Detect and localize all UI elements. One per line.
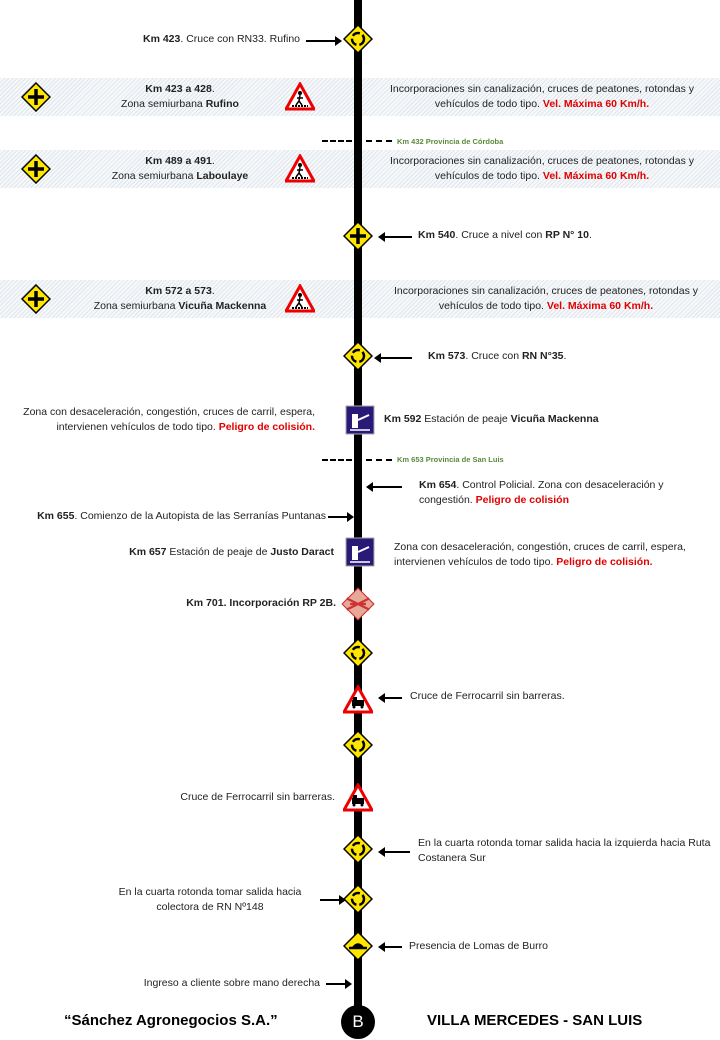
roundabout-sign-icon [343,638,373,668]
interchange-sign-icon [339,587,377,621]
client-entrance-note: Ingreso a cliente sobre mano derecha [143,977,320,989]
roundabout-sign-icon [343,341,373,371]
arrow-left-icon [384,236,412,238]
waypoint-km655: Km 655. Comienzo de la Autopista de las Serranías Puntanas [37,510,326,522]
speed-bump-note: Presencia de Lomas de Burro [409,940,548,952]
roundabout-exit-note: En la cuarta rotonda tomar salida hacia colectora de RN Nº148 [118,886,302,913]
zone-laboulaye: Km 489 a 491. Zona semiurbana Laboulaye [111,155,249,182]
roundabout-sign-icon [343,884,373,914]
toll-justo-daract: Km 657 Estación de peaje de Justo Daract [129,546,334,558]
arrow-right-icon [326,983,346,985]
toll-description: Zona con desaceleración, congestión, cruces de carril, espera, intervienen vehículos de todo tipo. Peligro de colisión. [23,406,315,433]
province-boundary [322,459,352,461]
roundabout-sign-icon [343,24,373,54]
zone-description: Incorporaciones sin canalización, cruces de peatones, rotondas y vehículos de todo tipo. Vel. Máxima 60 Km/h. [389,83,695,110]
province-label: Km 653 Provincia de San Luis [397,455,504,464]
destination-city: VILLA MERCEDES - SAN LUIS [427,1012,643,1029]
waypoint-km540: Km 540. Cruce a nivel con RP N° 10. [418,229,592,241]
arrow-left-icon [372,486,402,488]
arrow-right-icon [320,899,340,901]
toll-booth-icon [345,405,375,435]
arrow-right-icon [328,516,348,518]
pedestrian-warning-icon [285,82,315,112]
province-label: Km 432 Provincia de Córdoba [397,137,504,146]
roundabout-exit-note: En la cuarta rotonda tomar salida hacia la izquierda hacia Ruta Costanera Sur [418,837,711,864]
waypoint-km423: Km 423. Cruce con RN33. Rufino [143,33,300,45]
railroad-crossing-icon [343,685,373,715]
zone-rufino: Km 423 a 428. Zona semiurbana Rufino [121,83,239,110]
province-boundary [366,140,392,142]
roundabout-sign-icon [343,834,373,864]
arrow-left-icon [384,851,410,853]
railroad-note: Cruce de Ferrocarril sin barreras. [180,791,335,803]
waypoint-km573: Km 573. Cruce con RN N°35. [428,350,567,362]
arrow-left-icon [384,946,402,948]
toll-vicuna-mackenna: Km 592 Estación de peaje Vicuña Mackenna [384,413,599,425]
province-boundary [366,459,392,461]
speed-bump-sign-icon [343,931,373,961]
pedestrian-warning-icon [285,154,315,184]
arrow-right-icon [306,40,336,42]
waypoint-km654: Km 654. Control Policial. Zona con desaceleración y congestión. Peligro de colisión [419,479,664,506]
railroad-note: Cruce de Ferrocarril sin barreras. [410,690,565,702]
intersection-sign-icon [21,154,51,184]
intersection-sign-icon [21,82,51,112]
province-boundary [322,140,352,142]
zone-description: Incorporaciones sin canalización, cruces de peatones, rotondas y vehículos de todo tipo. Vel. Máxima 60 Km/h. [393,285,699,312]
zone-description: Incorporaciones sin canalización, cruces de peatones, rotondas y vehículos de todo tipo. Vel. Máxima 60 Km/h. [389,155,695,182]
destination-marker: B [341,1005,375,1039]
waypoint-km701: Km 701. Incorporación RP 2B. [186,597,336,609]
intersection-sign-icon [343,221,373,251]
roundabout-sign-icon [343,730,373,760]
railroad-crossing-icon [343,783,373,813]
toll-booth-icon [345,537,375,567]
pedestrian-warning-icon [285,284,315,314]
toll-description: Zona con desaceleración, congestión, cruces de carril, espera, intervienen vehículos de todo tipo. Peligro de colisión. [394,541,686,568]
zone-vicuna-mackenna: Km 572 a 573. Zona semiurbana Vicuña Mackenna [93,285,267,312]
arrow-left-icon [384,697,402,699]
company-name: “Sánchez Agronegocios S.A.” [64,1012,278,1029]
intersection-sign-icon [21,284,51,314]
arrow-left-icon [380,357,412,359]
